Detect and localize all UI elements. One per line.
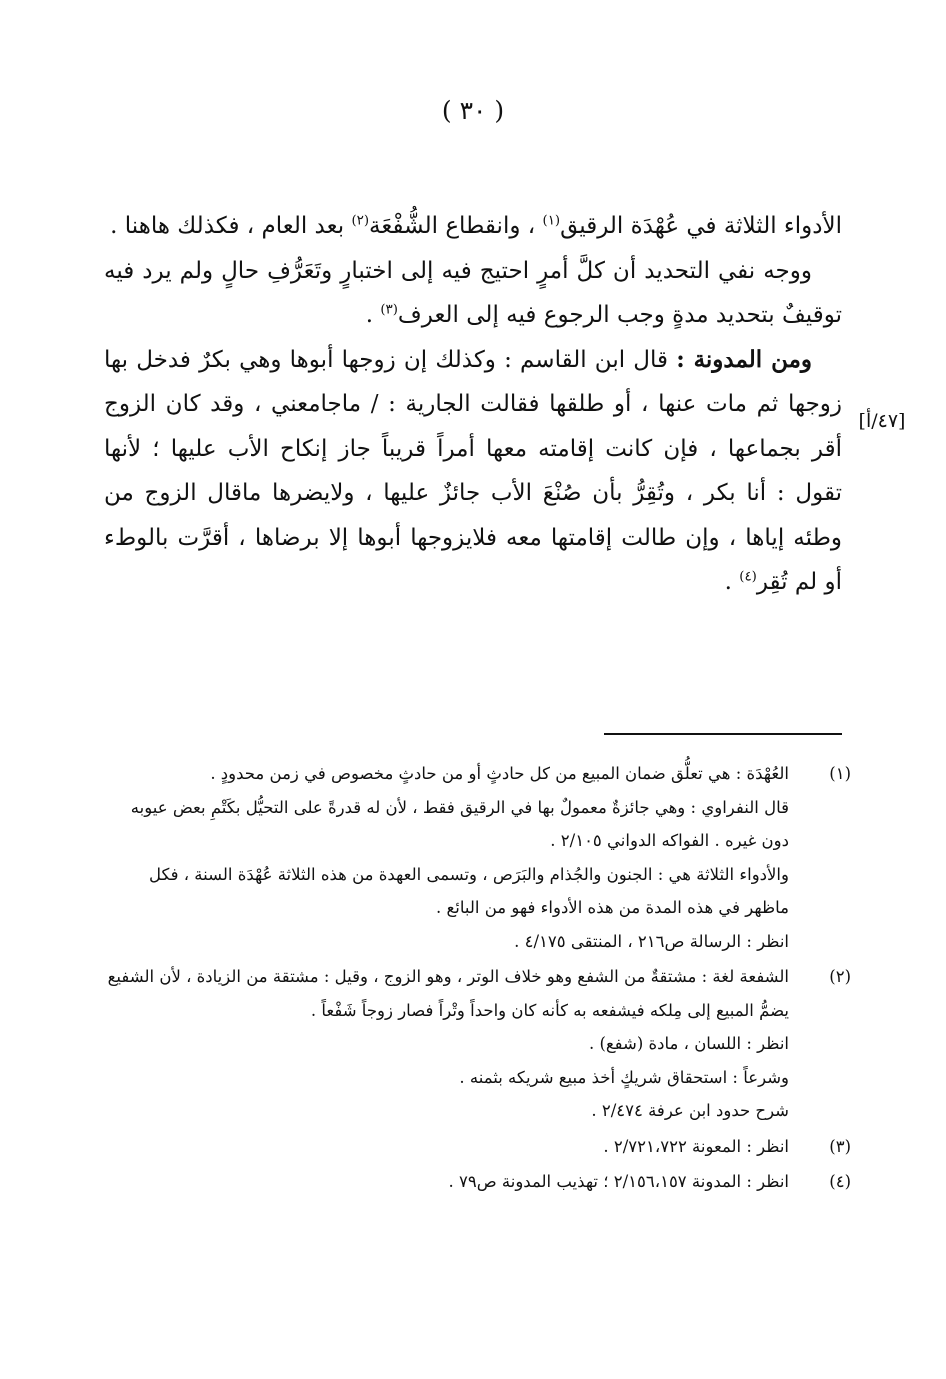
- footnote-line: انظر : الرسالة ص٢١٦ ، المنتقى ٤/١٧٥ .: [514, 931, 789, 951]
- paragraph-1-text-c: بعد العام ، فكذلك هاهنا .: [110, 213, 352, 239]
- footnote-number: (٣): [829, 1136, 851, 1156]
- main-text: [104, 204, 842, 605]
- paragraph-1-text-b: ، وانقطاع الشُّفْعَة: [369, 213, 543, 239]
- footnote-line: انظر : المعونة ٢/٧٢١،٧٢٢ .: [603, 1136, 789, 1156]
- footnote-line: شرح حدود ابن عرفة ٢/٤٧٤ .: [591, 1101, 789, 1120]
- footnote-body: [101, 960, 789, 1128]
- footnote-2: [101, 960, 851, 1128]
- paragraph-3-end: .: [724, 569, 740, 595]
- footnote-4: [101, 1165, 851, 1199]
- paragraph-1: [104, 204, 842, 249]
- paragraph-2-end: .: [365, 302, 381, 328]
- footnote-line: الشفعة لغة : مشتقةٌ من الشفع وهو خلاف الوتر ، وهو الزوج ، وقيل : مشتقة من الزيادة ، لأن الشفيع يضمُّ المبيع إلى مِلكه فيشفعه به كأنه كان واحداً وتْراً فصار زوجاً شَفْعاً .: [107, 967, 789, 1020]
- footnote-ref-1: (١): [542, 213, 561, 229]
- footnote-line: العُهْدَة : هي تعلُّق ضمان المبيع من كل حادثٍ أو من حادثٍ مخصوص في زمن محدودٍ .: [210, 764, 789, 783]
- footnote-number: (٢): [829, 967, 851, 986]
- paragraph-3-heading: ومن المدونة :: [676, 345, 813, 373]
- footnote-ref-3: (٣): [380, 302, 398, 318]
- footnote-line: قال النفراوي : وهي جائزةٌ معمولٌ بها في الرقيق فقط ، لأن له قدرةً على التحيُّل بكَتْمِ بعض عيوبه دون غيره . الفواكه الدواني ٢/١٠٥ .: [130, 797, 789, 850]
- footnote-line: وشرعاً : استحقاق شريكٍ أخذ مبيع شريكه بثمنه .: [459, 1067, 789, 1087]
- footnotes: [101, 757, 851, 1201]
- paragraph-2: [104, 249, 842, 338]
- footnote-ref-4: (٤): [739, 569, 757, 585]
- footnote-body: [101, 757, 789, 958]
- footnote-line: والأدواء الثلاثة هي : الجنون والجُذام والبَرَص ، وتسمى العهدة من هذه الثلاثة عُهْدَة السنة ، فكل ماظهر في هذه المدة من هذه الأدواء فهو من البائع .: [148, 864, 789, 917]
- footnote-3: [101, 1130, 851, 1164]
- margin-folio-reference: [٤٧/أ]: [858, 410, 906, 432]
- page-number: ( ٣٠ ): [441, 96, 505, 125]
- footnote-number: (٤): [829, 1172, 851, 1191]
- paragraph-2-text: ووجه نفي التحديد أن كلَّ أمرٍ احتيج فيه إلى اختبارٍ وتَعَرُّفِ حالٍ ولم يرد فيه توقيفٌ بتحديد مدةٍ وجب الرجوع فيه إلى العرف: [104, 257, 842, 328]
- footnote-line: انظر : اللسان ، مادة (شفع) .: [588, 1034, 789, 1053]
- footnote-ref-2: (٢): [351, 213, 370, 229]
- footnote-separator: [604, 733, 842, 735]
- footnote-line: انظر : المدونة ٢/١٥٦،١٥٧ ؛ تهذيب المدونة ص٧٩ .: [448, 1172, 789, 1191]
- paragraph-3: [104, 338, 842, 605]
- footnote-1: [101, 757, 851, 958]
- footnote-body: [101, 1165, 789, 1199]
- paragraph-3-text: قال ابن القاسم : وكذلك إن زوجها أبوها وهي بكرٌ فدخل بها زوجها ثم مات عنها ، أو طلقها فقالت الجارية : / ماجامعني ، وقد كان الزوج أقر بجماعها ، فإن كانت إقامته معها أمراً قريباً جاز إنكاح الأب عليها ؛ لأنها تقول : أنا بكر ، وتُقِرُّ بأن صُنْعَ الأب جائزٌ عليها ، ولايضرها ماقال الزوج من وطئه إياها ، وإن طالت إقامتها معه فلايزوجها أبوها إلا برضاها ، أقرَّت بالوطء أو لم تُقِر: [104, 346, 842, 595]
- footnote-body: [101, 1130, 789, 1164]
- paragraph-1-text: الأدواء الثلاثة في عُهْدَة الرقيق: [560, 213, 842, 239]
- footnote-number: (١): [829, 764, 851, 783]
